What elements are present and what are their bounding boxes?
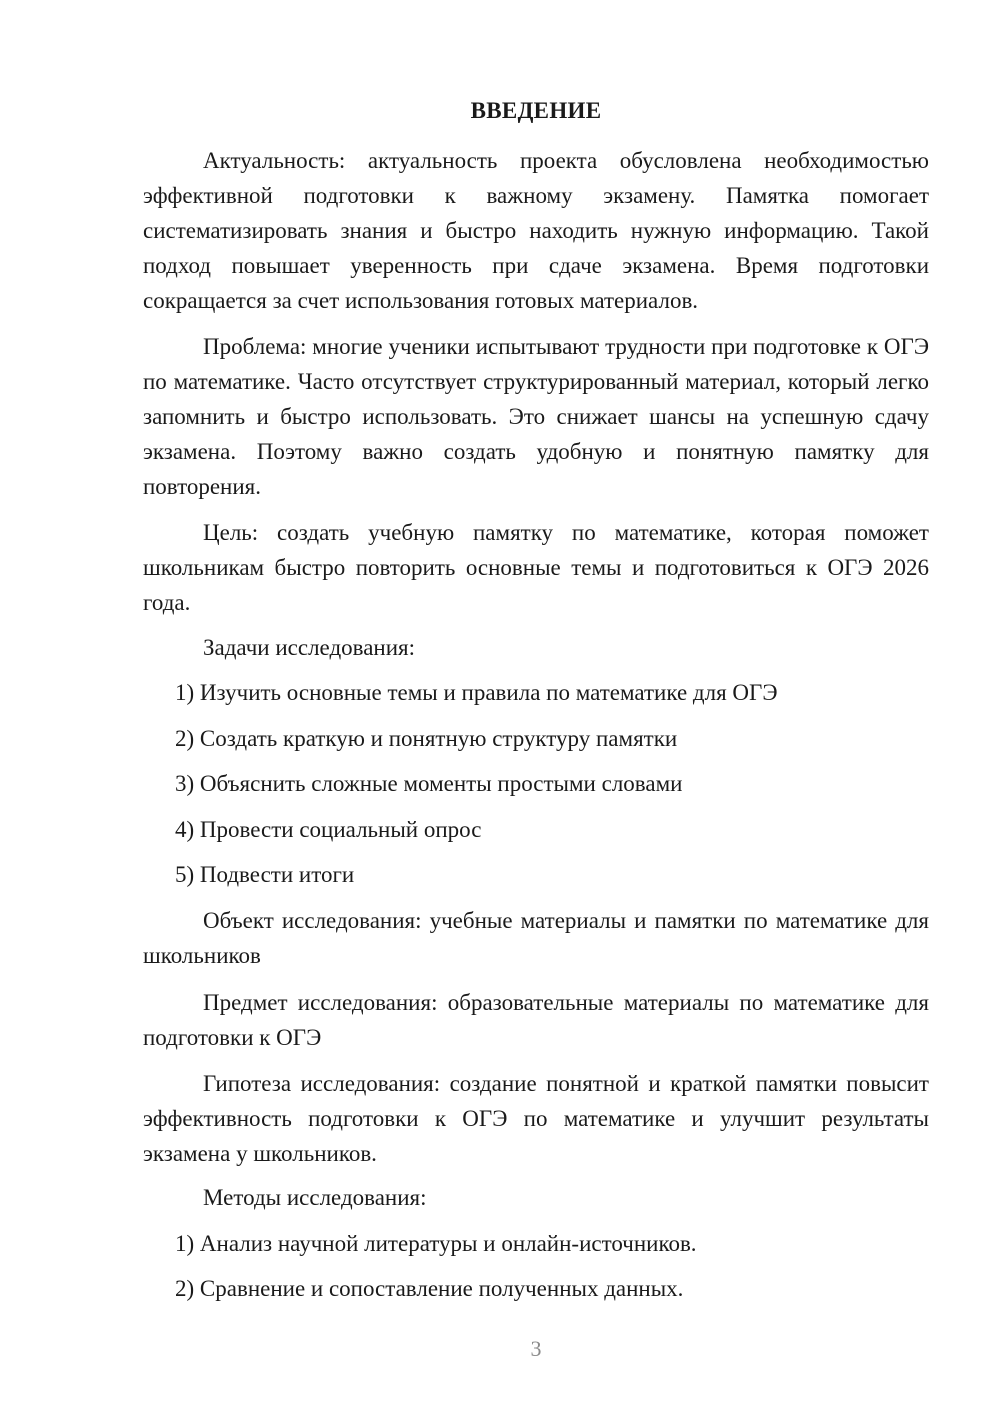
method-item: 1) Анализ научной литературы и онлайн-источников. <box>175 1231 697 1256</box>
subject-paragraph: Предмет исследования: образовательные материалы по математике для подготовки к ОГЭ <box>143 990 929 1050</box>
task-item: 1) Изучить основные темы и правила по математике для ОГЭ <box>175 680 778 705</box>
object-paragraph: Объект исследования: учебные материалы и памятки по математике для школьников <box>143 908 929 968</box>
problem-paragraph: Проблема: многие ученики испытывают трудности при подготовке к ОГЭ по математике. Часто отсутствует структурированный материал, который легко запомнить и быстро использовать. Это снижает шансы на успешную сдачу экзамена. Поэтому важно создать удобную и понятную памятку для повторения. <box>143 334 929 499</box>
task-item: 4) Провести социальный опрос <box>175 817 482 842</box>
task-item: 3) Объяснить сложные моменты простыми словами <box>175 771 683 796</box>
hypothesis-paragraph: Гипотеза исследования: создание понятной и краткой памятки повысит эффективность подготовки к ОГЭ по математике и улучшит результаты экзамена у школьников. <box>143 1071 929 1166</box>
tasks-heading: Задачи исследования: <box>203 635 416 660</box>
methods-heading: Методы исследования: <box>203 1185 427 1210</box>
goal-paragraph: Цель: создать учебную памятку по математике, которая поможет школьникам быстро повторить основные темы и подготовиться к ОГЭ 2026 года. <box>143 520 929 615</box>
task-item: 2) Создать краткую и понятную структуру памятки <box>175 726 678 751</box>
method-item: 2) Сравнение и сопоставление полученных данных. <box>175 1276 684 1301</box>
page-number: 3 <box>530 1336 542 1361</box>
page-title: ВВЕДЕНИЕ <box>470 98 602 123</box>
task-item: 5) Подвести итоги <box>175 862 355 887</box>
relevance-paragraph: Актуальность: актуальность проекта обусловлена необходимостью эффективной подготовки к важному экзамену. Памятка помогает систематизировать знания и быстро находить нужную информацию. Такой подход повышает уверенность при сдаче экзамена. Время подготовки сокращается за счет использования готовых материалов. <box>143 148 929 313</box>
